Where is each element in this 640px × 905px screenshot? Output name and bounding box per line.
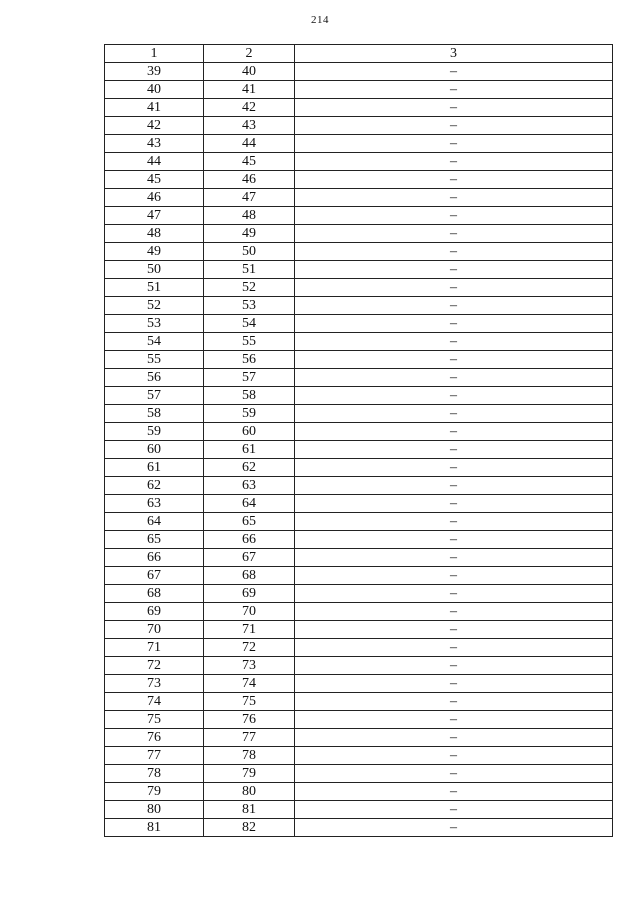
table-cell-col-1: 46: [105, 189, 204, 207]
table-cell-col-3: –: [295, 261, 613, 279]
table-row: [105, 567, 613, 585]
table-cell-col-1: 79: [105, 783, 204, 801]
table-row: [105, 531, 613, 549]
table-cell-col-1: 57: [105, 387, 204, 405]
table-cell-col-3: –: [295, 747, 613, 765]
table-cell-col-1: 47: [105, 207, 204, 225]
table-cell-col-2: 70: [204, 603, 295, 621]
table-cell-col-3: –: [295, 621, 613, 639]
table-cell-col-3: –: [295, 387, 613, 405]
table-row: [105, 549, 613, 567]
table-cell-col-3: –: [295, 423, 613, 441]
table-cell-col-3: –: [295, 333, 613, 351]
table-row: [105, 495, 613, 513]
table-cell-col-1: 81: [105, 819, 204, 837]
table-cell-col-2: 53: [204, 297, 295, 315]
table-cell-col-3: –: [295, 729, 613, 747]
table-cell-col-1: 54: [105, 333, 204, 351]
table-cell-col-1: 42: [105, 117, 204, 135]
table-row: [105, 99, 613, 117]
table-cell-col-1: 76: [105, 729, 204, 747]
table-cell-col-2: 74: [204, 675, 295, 693]
table-cell-col-2: 46: [204, 171, 295, 189]
table-cell-col-1: 63: [105, 495, 204, 513]
column-header-3: 3: [295, 45, 613, 63]
table-cell-col-3: –: [295, 351, 613, 369]
table-row: [105, 81, 613, 99]
table-cell-col-3: –: [295, 207, 613, 225]
table-cell-col-1: 67: [105, 567, 204, 585]
table-cell-col-2: 80: [204, 783, 295, 801]
table-cell-col-2: 58: [204, 387, 295, 405]
table-cell-col-2: 76: [204, 711, 295, 729]
table-cell-col-1: 69: [105, 603, 204, 621]
table-cell-col-1: 77: [105, 747, 204, 765]
table-cell-col-3: –: [295, 531, 613, 549]
table-row: [105, 207, 613, 225]
table-cell-col-3: –: [295, 693, 613, 711]
table-row: [105, 333, 613, 351]
table-cell-col-2: 71: [204, 621, 295, 639]
table-cell-col-2: 81: [204, 801, 295, 819]
table-cell-col-2: 68: [204, 567, 295, 585]
table-cell-col-1: 58: [105, 405, 204, 423]
table-cell-col-3: –: [295, 711, 613, 729]
table-cell-col-2: 72: [204, 639, 295, 657]
table-row: [105, 459, 613, 477]
table-cell-col-1: 75: [105, 711, 204, 729]
table-cell-col-2: 51: [204, 261, 295, 279]
table-row: [105, 603, 613, 621]
table-cell-col-2: 62: [204, 459, 295, 477]
table-cell-col-1: 73: [105, 675, 204, 693]
table-cell-col-2: 50: [204, 243, 295, 261]
table-cell-col-3: –: [295, 603, 613, 621]
table-cell-col-3: –: [295, 567, 613, 585]
table-cell-col-2: 67: [204, 549, 295, 567]
table-cell-col-1: 62: [105, 477, 204, 495]
table-cell-col-1: 60: [105, 441, 204, 459]
column-header-1: 1: [105, 45, 204, 63]
table-row: [105, 189, 613, 207]
table-cell-col-3: –: [295, 459, 613, 477]
table-cell-col-2: 40: [204, 63, 295, 81]
table-cell-col-1: 65: [105, 531, 204, 549]
table-cell-col-1: 49: [105, 243, 204, 261]
table-cell-col-1: 55: [105, 351, 204, 369]
table-cell-col-2: 77: [204, 729, 295, 747]
table-cell-col-3: –: [295, 81, 613, 99]
column-header-2: 2: [204, 45, 295, 63]
table-cell-col-1: 51: [105, 279, 204, 297]
table-row: [105, 729, 613, 747]
table-cell-col-3: –: [295, 765, 613, 783]
table-row: [105, 117, 613, 135]
table-row: [105, 441, 613, 459]
table-cell-col-3: –: [295, 189, 613, 207]
table-cell-col-2: 56: [204, 351, 295, 369]
table-row: [105, 819, 613, 837]
table-cell-col-3: –: [295, 513, 613, 531]
table-cell-col-2: 78: [204, 747, 295, 765]
table-cell-col-3: –: [295, 315, 613, 333]
table-row: [105, 693, 613, 711]
table-cell-col-2: 60: [204, 423, 295, 441]
table-cell-col-3: –: [295, 279, 613, 297]
table-cell-col-2: 65: [204, 513, 295, 531]
table-cell-col-2: 41: [204, 81, 295, 99]
table-cell-col-3: –: [295, 441, 613, 459]
table-cell-col-3: –: [295, 801, 613, 819]
table-cell-col-1: 48: [105, 225, 204, 243]
table-cell-col-1: 74: [105, 693, 204, 711]
table-cell-col-2: 61: [204, 441, 295, 459]
table-cell-col-2: 49: [204, 225, 295, 243]
table-cell-col-1: 41: [105, 99, 204, 117]
table-row: [105, 351, 613, 369]
table-cell-col-2: 47: [204, 189, 295, 207]
table-cell-col-1: 80: [105, 801, 204, 819]
table-cell-col-3: –: [295, 819, 613, 837]
table-cell-col-2: 45: [204, 153, 295, 171]
table-row: [105, 477, 613, 495]
table-row: [105, 675, 613, 693]
table-cell-col-2: 42: [204, 99, 295, 117]
table-row: [105, 711, 613, 729]
table-cell-col-1: 64: [105, 513, 204, 531]
table-cell-col-1: 40: [105, 81, 204, 99]
table-row: [105, 153, 613, 171]
table-row: [105, 765, 613, 783]
table-cell-col-2: 75: [204, 693, 295, 711]
table-cell-col-1: 53: [105, 315, 204, 333]
table-cell-col-1: 56: [105, 369, 204, 387]
table-cell-col-3: –: [295, 675, 613, 693]
table-cell-col-1: 71: [105, 639, 204, 657]
table-row: [105, 783, 613, 801]
table-cell-col-3: –: [295, 153, 613, 171]
table-cell-col-2: 52: [204, 279, 295, 297]
table-row: [105, 801, 613, 819]
table-row: [105, 657, 613, 675]
table-cell-col-1: 66: [105, 549, 204, 567]
table-row: [105, 369, 613, 387]
table-row: [105, 639, 613, 657]
table-cell-col-3: –: [295, 117, 613, 135]
page-number: 214: [311, 14, 329, 26]
table-body: [105, 63, 613, 837]
table-cell-col-3: –: [295, 405, 613, 423]
table-cell-col-2: 43: [204, 117, 295, 135]
table-cell-col-2: 69: [204, 585, 295, 603]
table-cell-col-3: –: [295, 639, 613, 657]
table-cell-col-3: –: [295, 783, 613, 801]
table-cell-col-2: 55: [204, 333, 295, 351]
table-header: [105, 45, 613, 63]
table-cell-col-3: –: [295, 63, 613, 81]
header-row: [105, 45, 613, 63]
table-row: [105, 279, 613, 297]
table-cell-col-2: 57: [204, 369, 295, 387]
table-cell-col-2: 48: [204, 207, 295, 225]
table-cell-col-3: –: [295, 225, 613, 243]
table-cell-col-2: 59: [204, 405, 295, 423]
table-cell-col-1: 45: [105, 171, 204, 189]
table-cell-col-2: 79: [204, 765, 295, 783]
table-row: [105, 63, 613, 81]
table-cell-col-3: –: [295, 477, 613, 495]
table-row: [105, 405, 613, 423]
table-cell-col-2: 64: [204, 495, 295, 513]
table-cell-col-3: –: [295, 243, 613, 261]
table-row: [105, 171, 613, 189]
table-cell-col-2: 54: [204, 315, 295, 333]
table-row: [105, 387, 613, 405]
table-cell-col-2: 63: [204, 477, 295, 495]
table-row: [105, 225, 613, 243]
table-cell-col-1: 70: [105, 621, 204, 639]
table-row: [105, 297, 613, 315]
table-row: [105, 747, 613, 765]
table-row: [105, 423, 613, 441]
table-cell-col-2: 82: [204, 819, 295, 837]
table-row: [105, 585, 613, 603]
table-cell-col-3: –: [295, 99, 613, 117]
table-row: [105, 135, 613, 153]
table-row: [105, 315, 613, 333]
table-cell-col-3: –: [295, 549, 613, 567]
table-cell-col-1: 78: [105, 765, 204, 783]
table-cell-col-3: –: [295, 495, 613, 513]
table-cell-col-1: 72: [105, 657, 204, 675]
table-row: [105, 513, 613, 531]
table-cell-col-1: 43: [105, 135, 204, 153]
table-cell-col-1: 39: [105, 63, 204, 81]
table-cell-col-3: –: [295, 657, 613, 675]
table-cell-col-1: 68: [105, 585, 204, 603]
table-cell-col-3: –: [295, 135, 613, 153]
table-cell-col-3: –: [295, 171, 613, 189]
table-cell-col-1: 50: [105, 261, 204, 279]
table-row: [105, 621, 613, 639]
table-cell-col-1: 44: [105, 153, 204, 171]
table-cell-col-2: 73: [204, 657, 295, 675]
data-table: [104, 44, 613, 837]
table-cell-col-1: 52: [105, 297, 204, 315]
table-row: [105, 243, 613, 261]
table-cell-col-3: –: [295, 297, 613, 315]
table-row: [105, 261, 613, 279]
table-cell-col-1: 59: [105, 423, 204, 441]
table-cell-col-2: 44: [204, 135, 295, 153]
table-cell-col-2: 66: [204, 531, 295, 549]
table-cell-col-3: –: [295, 369, 613, 387]
table-cell-col-1: 61: [105, 459, 204, 477]
table-cell-col-3: –: [295, 585, 613, 603]
